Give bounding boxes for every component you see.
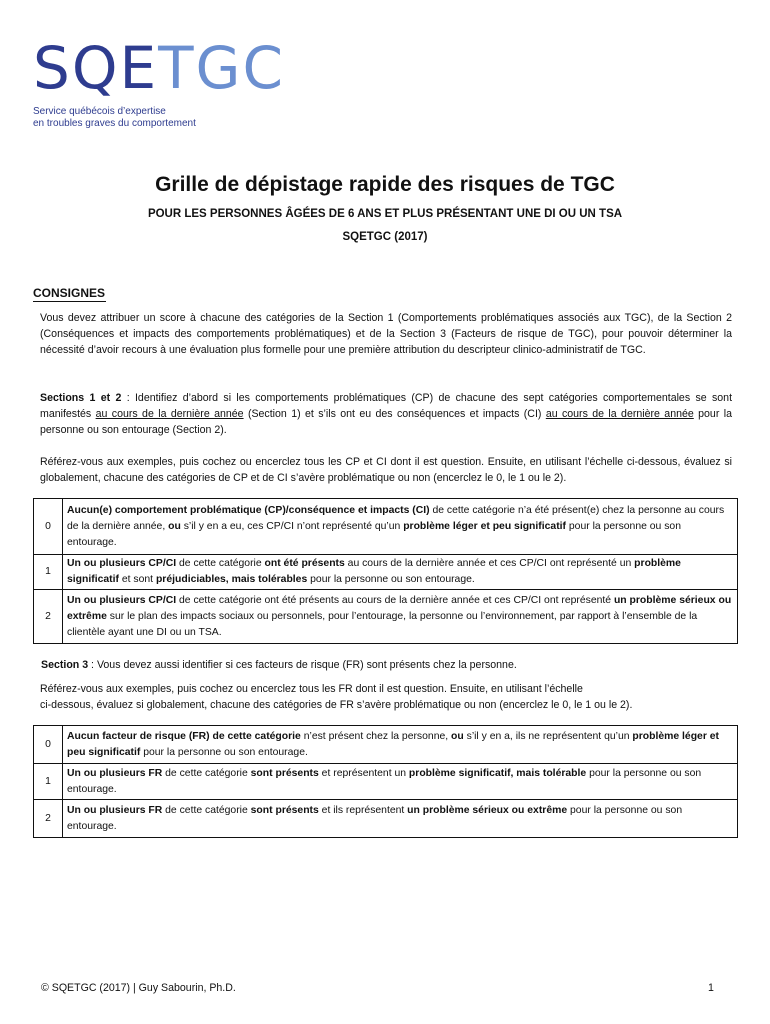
org-year: SQETGC (2017) [342,231,428,243]
fr-scale-table [33,725,738,838]
description-cell: Aucun facteur de risque (FR) de cette catégorie n’est présent chez la personne, ou s’il y en a, ils ne représentent qu’un problème léger et peu significatif pour la personne ou son entourage. [63,726,738,764]
table-row [34,555,738,590]
consignes-heading: CONSIGNES [33,286,106,300]
table-row [34,499,738,555]
description-cell: Un ou plusieurs CP/CI de cette catégorie ont été présents au cours de la dernière année et ces CP/CI ont représenté un problème sérieux ou extrême sur le plan des impacts sociaux ou personnels, pour l’entourage, la personne ou l’environnement, par rapport à l’ensemble de la clientèle ayant une DI ou un TSA. [63,590,738,644]
score-cell: 1 [34,555,63,590]
refer-paragraph-cp: Référez-vous aux exemples, puis cochez ou encerclez tous les CP et CI dont il est question. Ensuite, en utilisant l’échelle ci-dessous, évaluez si globalement, chacune des catégories de CP et de CI s’avère problématique ou non (encerclez le 0, le 1 ou le 2). [40,456,732,484]
sqetgc-logo [33,34,285,130]
sections-1-2-paragraph: Sections 1 et 2 : Identifiez d’abord si les comportements problématiques (CP) de chacune des sept catégories comportementales se sont manifestés au cours de la dernière année (Section 1) et s’ils ont eu des conséquences et impacts (CI) au cours de la dernière année pour la personne ou son entourage (Section 2). [40,392,733,436]
section-3-paragraph: Section 3 : Vous devez aussi identifier si ces facteurs de risque (FR) sont présents chez la personne. [41,659,517,671]
refer-paragraph-fr: Référez-vous aux exemples, puis cochez ou encerclez tous les FR dont il est question. Ensuite, en utilisant l’échelle ci-dessous, évaluez si globalement, chacune des catégories de FR s’avère problématique ou non (encerclez le 0, le 1 ou le 2). [40,683,633,711]
score-cell: 1 [34,764,63,800]
score-cell: 0 [34,726,63,764]
score-cell: 2 [34,800,63,838]
page-number: 1 [708,982,714,994]
table-row [34,800,738,838]
table-row [34,726,738,764]
logo-tagline: Service québécois d’expertise en troubles graves du comportement [33,106,196,129]
score-cell: 2 [34,590,63,644]
intro-paragraph: Vous devez attribuer un score à chacune des catégories de la Section 1 (Comportements problématiques associés aux TGC), de la Section 2 (Conséquences et impacts des comportements problématiques) et de la Section 3 (Facteurs de risque de TGC), pour pouvoir déterminer la nécessité d’avoir recours à une évaluation plus formelle pour une première attribution du descripteur clinico-administratif de TGC. [40,312,732,356]
footer-copyright: © SQETGC (2017) | Guy Sabourin, Ph.D. [41,982,236,994]
description-cell: Un ou plusieurs CP/CI de cette catégorie ont été présents au cours de la dernière année et ces CP/CI ont représenté un problème significatif et sont préjudiciables, mais tolérables pour la personne ou son entourage. [63,555,738,590]
page-subtitle: POUR LES PERSONNES ÂGÉES DE 6 ANS ET PLUS PRÉSENTANT UNE DI OU UN TSA [147,208,623,220]
description-cell: Aucun(e) comportement problématique (CP)/conséquence et impacts (CI) de cette catégorie n’a été présent(e) chez la personne au cours de la dernière année, ou s’il y en a eu, ces CP/CI n’ont représenté qu’un problème léger et peu significatif pour la personne ou son entourage. [63,499,738,555]
table-row [34,764,738,800]
table-row [34,590,738,644]
score-cell: 0 [34,499,63,555]
description-cell: Un ou plusieurs FR de cette catégorie sont présents et ils représentent un problème sérieux ou extrême pour la personne ou son entourage. [63,800,738,838]
logo-wordmark: SQETGC [33,34,285,102]
cp-ci-scale-table [33,498,738,644]
description-cell: Un ou plusieurs FR de cette catégorie sont présents et représentent un problème significatif, mais tolérable pour la personne ou son entourage. [63,764,738,800]
page-title: Grille de dépistage rapide des risques de TGC [155,173,615,196]
